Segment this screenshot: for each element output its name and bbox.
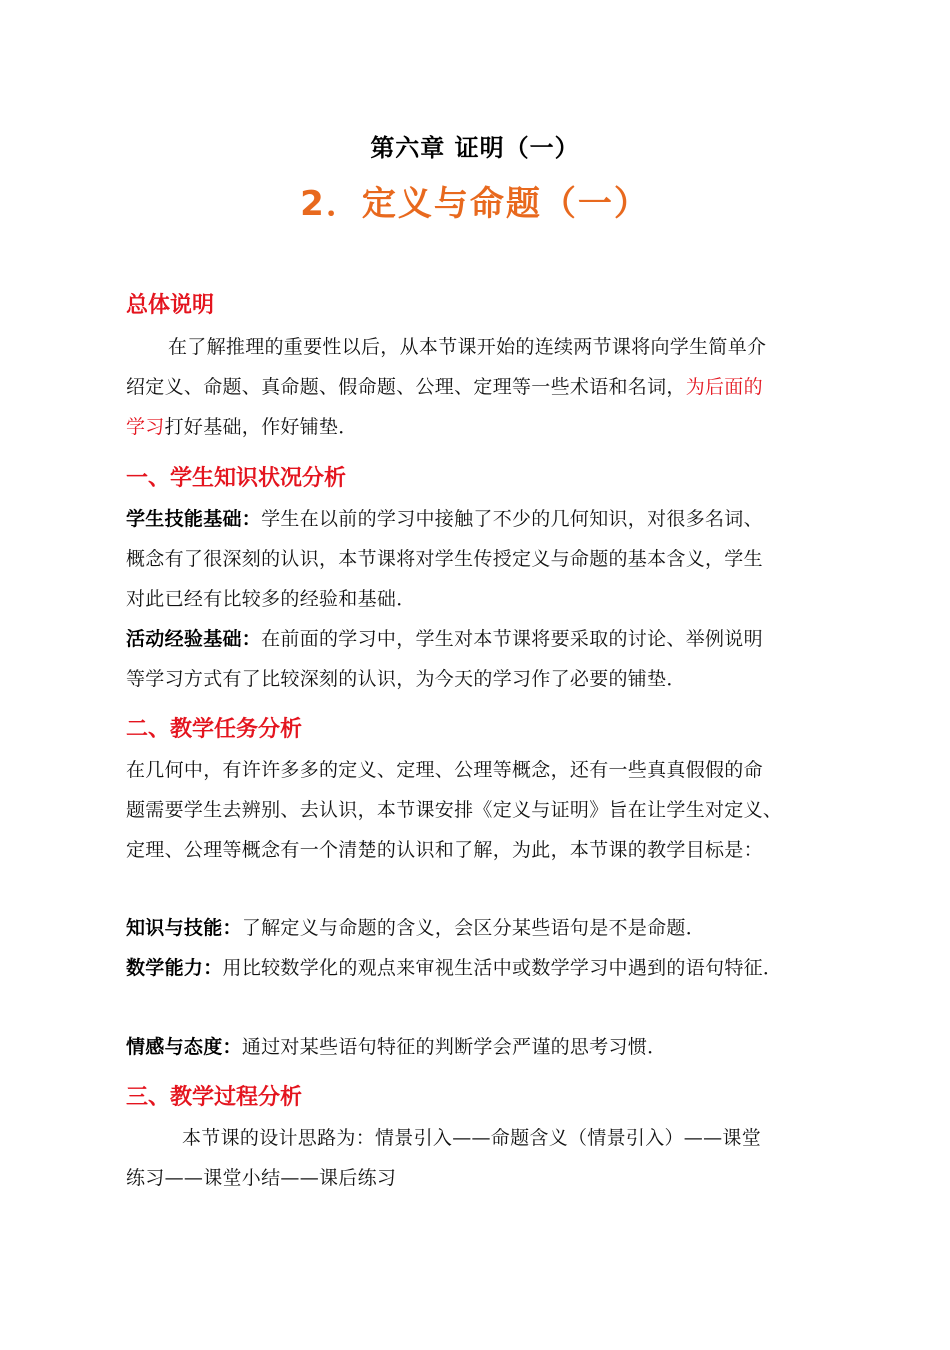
overview-line	[126, 407, 836, 447]
process-line: 练习——课堂小结——课后练习	[126, 1167, 397, 1189]
activity-text: 在前面的学习中，学生对本节课将要采取的讨论、举例说明	[261, 628, 763, 650]
skill-text: 学生在以前的学习中接触了不少的几何知识，对很多名词、	[261, 508, 763, 530]
knowledge-text: 了解定义与命题的含义，会区分某些语句是不是命题．	[241, 917, 706, 939]
objective-math	[126, 948, 836, 988]
objective-emotion-block	[126, 1027, 836, 1067]
chapter-title: 第六章 证明（一）	[370, 134, 580, 162]
skill-line: 概念有了很深刻的认识，本节课将对学生传授定义与命题的基本含义，学生	[126, 548, 763, 570]
section2-paragraph	[126, 750, 836, 870]
task-line: 在几何中，有许许多多的定义、定理、公理等概念，还有一些真真假假的命	[126, 759, 763, 781]
skill-line	[126, 499, 836, 539]
process-line: 本节课的设计思路为：情景引入——命题含义（情景引入）——课堂	[182, 1127, 762, 1149]
overview-line	[126, 367, 836, 407]
objectives-list	[126, 908, 836, 988]
section1-paragraph	[126, 499, 836, 699]
math-label: 数学能力：	[126, 957, 223, 979]
skill-label: 学生技能基础：	[126, 508, 262, 530]
emotion-label: 情感与态度：	[126, 1036, 242, 1058]
knowledge-label: 知识与技能：	[126, 917, 242, 939]
overview-text: 打好基础，作好铺垫．	[164, 416, 358, 438]
section3-heading: 三、教学过程分析	[126, 1085, 303, 1110]
overview-text: 绍定义、命题、真命题、假命题、公理、定理等一些术语和名词，	[126, 376, 686, 398]
objective-knowledge	[126, 908, 836, 948]
activity-line: 等学习方式有了比较深刻的认识，为今天的学习作了必要的铺垫．	[126, 668, 686, 690]
overview-heading: 总体说明	[126, 293, 215, 318]
activity-label: 活动经验基础：	[126, 628, 262, 650]
overview-highlight: 为后面的	[685, 376, 763, 398]
activity-line	[126, 619, 836, 659]
objective-emotion	[126, 1027, 836, 1067]
task-line: 定理、公理等概念有一个清楚的认识和了解，为此，本节课的教学目标是：	[126, 839, 763, 861]
emotion-text: 通过对某些语句特征的判断学会严谨的思考习惯．	[241, 1036, 667, 1058]
lesson-title: 2．定义与命题（一）	[300, 184, 650, 224]
task-line: 题需要学生去辨别、去认识，本节课安排《定义与证明》旨在让学生对定义、	[126, 799, 783, 821]
section2-heading: 二、教学任务分析	[126, 717, 303, 742]
math-text: 用比较数学化的观点来审视生活中或数学学习中遇到的语句特征．	[222, 957, 783, 979]
skill-line: 对此已经有比较多的经验和基础．	[126, 588, 416, 610]
section1-heading: 一、学生知识状况分析	[126, 466, 347, 491]
overview-line: 在了解推理的重要性以后，从本节课开始的连续两节课将向学生简单介	[168, 336, 767, 358]
section3-paragraph	[126, 1118, 836, 1198]
overview-highlight: 学习	[126, 416, 165, 438]
overview-paragraph	[126, 327, 836, 447]
